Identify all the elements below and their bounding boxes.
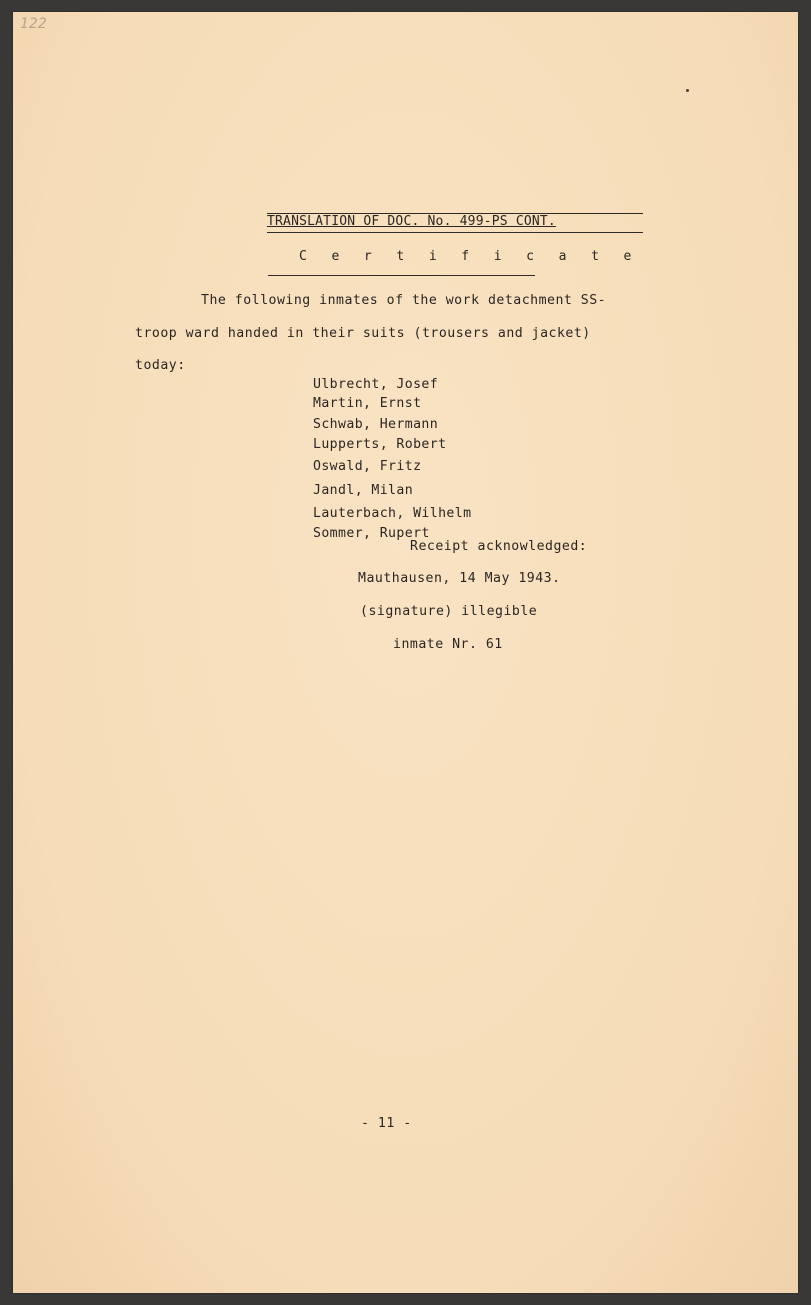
inmate-name: Martin, Ernst [313,396,422,411]
heading-rule-bottom [267,232,643,233]
inmate-name: Ulbrecht, Josef [313,377,439,392]
document-page [13,12,798,1293]
inmate-name: Lauterbach, Wilhelm [313,506,472,521]
title-rule [268,275,535,276]
paragraph-line-2: troop ward handed in their suits (trousers and jacket) [135,326,591,341]
paper-speck [686,89,689,92]
inmate-name: Sommer, Rupert [313,526,430,541]
inmate-name: Jandl, Milan [313,483,414,498]
paragraph-line-3: today: [135,358,186,373]
certificate-title: C e r t i f i c a t e [299,249,640,264]
inmate-name: Oswald, Fritz [313,459,422,474]
signature-note: (signature) illegible [360,604,538,619]
paragraph-line-1: The following inmates of the work detachment SS- [201,293,607,308]
inmate-name: Lupperts, Robert [313,437,447,452]
inmate-number: inmate Nr. 61 [393,637,503,652]
place-date: Mauthausen, 14 May 1943. [358,571,561,586]
page-footer-number: - 11 - [361,1116,412,1131]
inmate-name: Schwab, Hermann [313,417,439,432]
document-heading: TRANSLATION OF DOC. No. 499-PS CONT. [267,214,556,229]
receipt-acknowledged: Receipt acknowledged: [410,539,588,554]
archive-page-number: 122 [20,16,47,32]
